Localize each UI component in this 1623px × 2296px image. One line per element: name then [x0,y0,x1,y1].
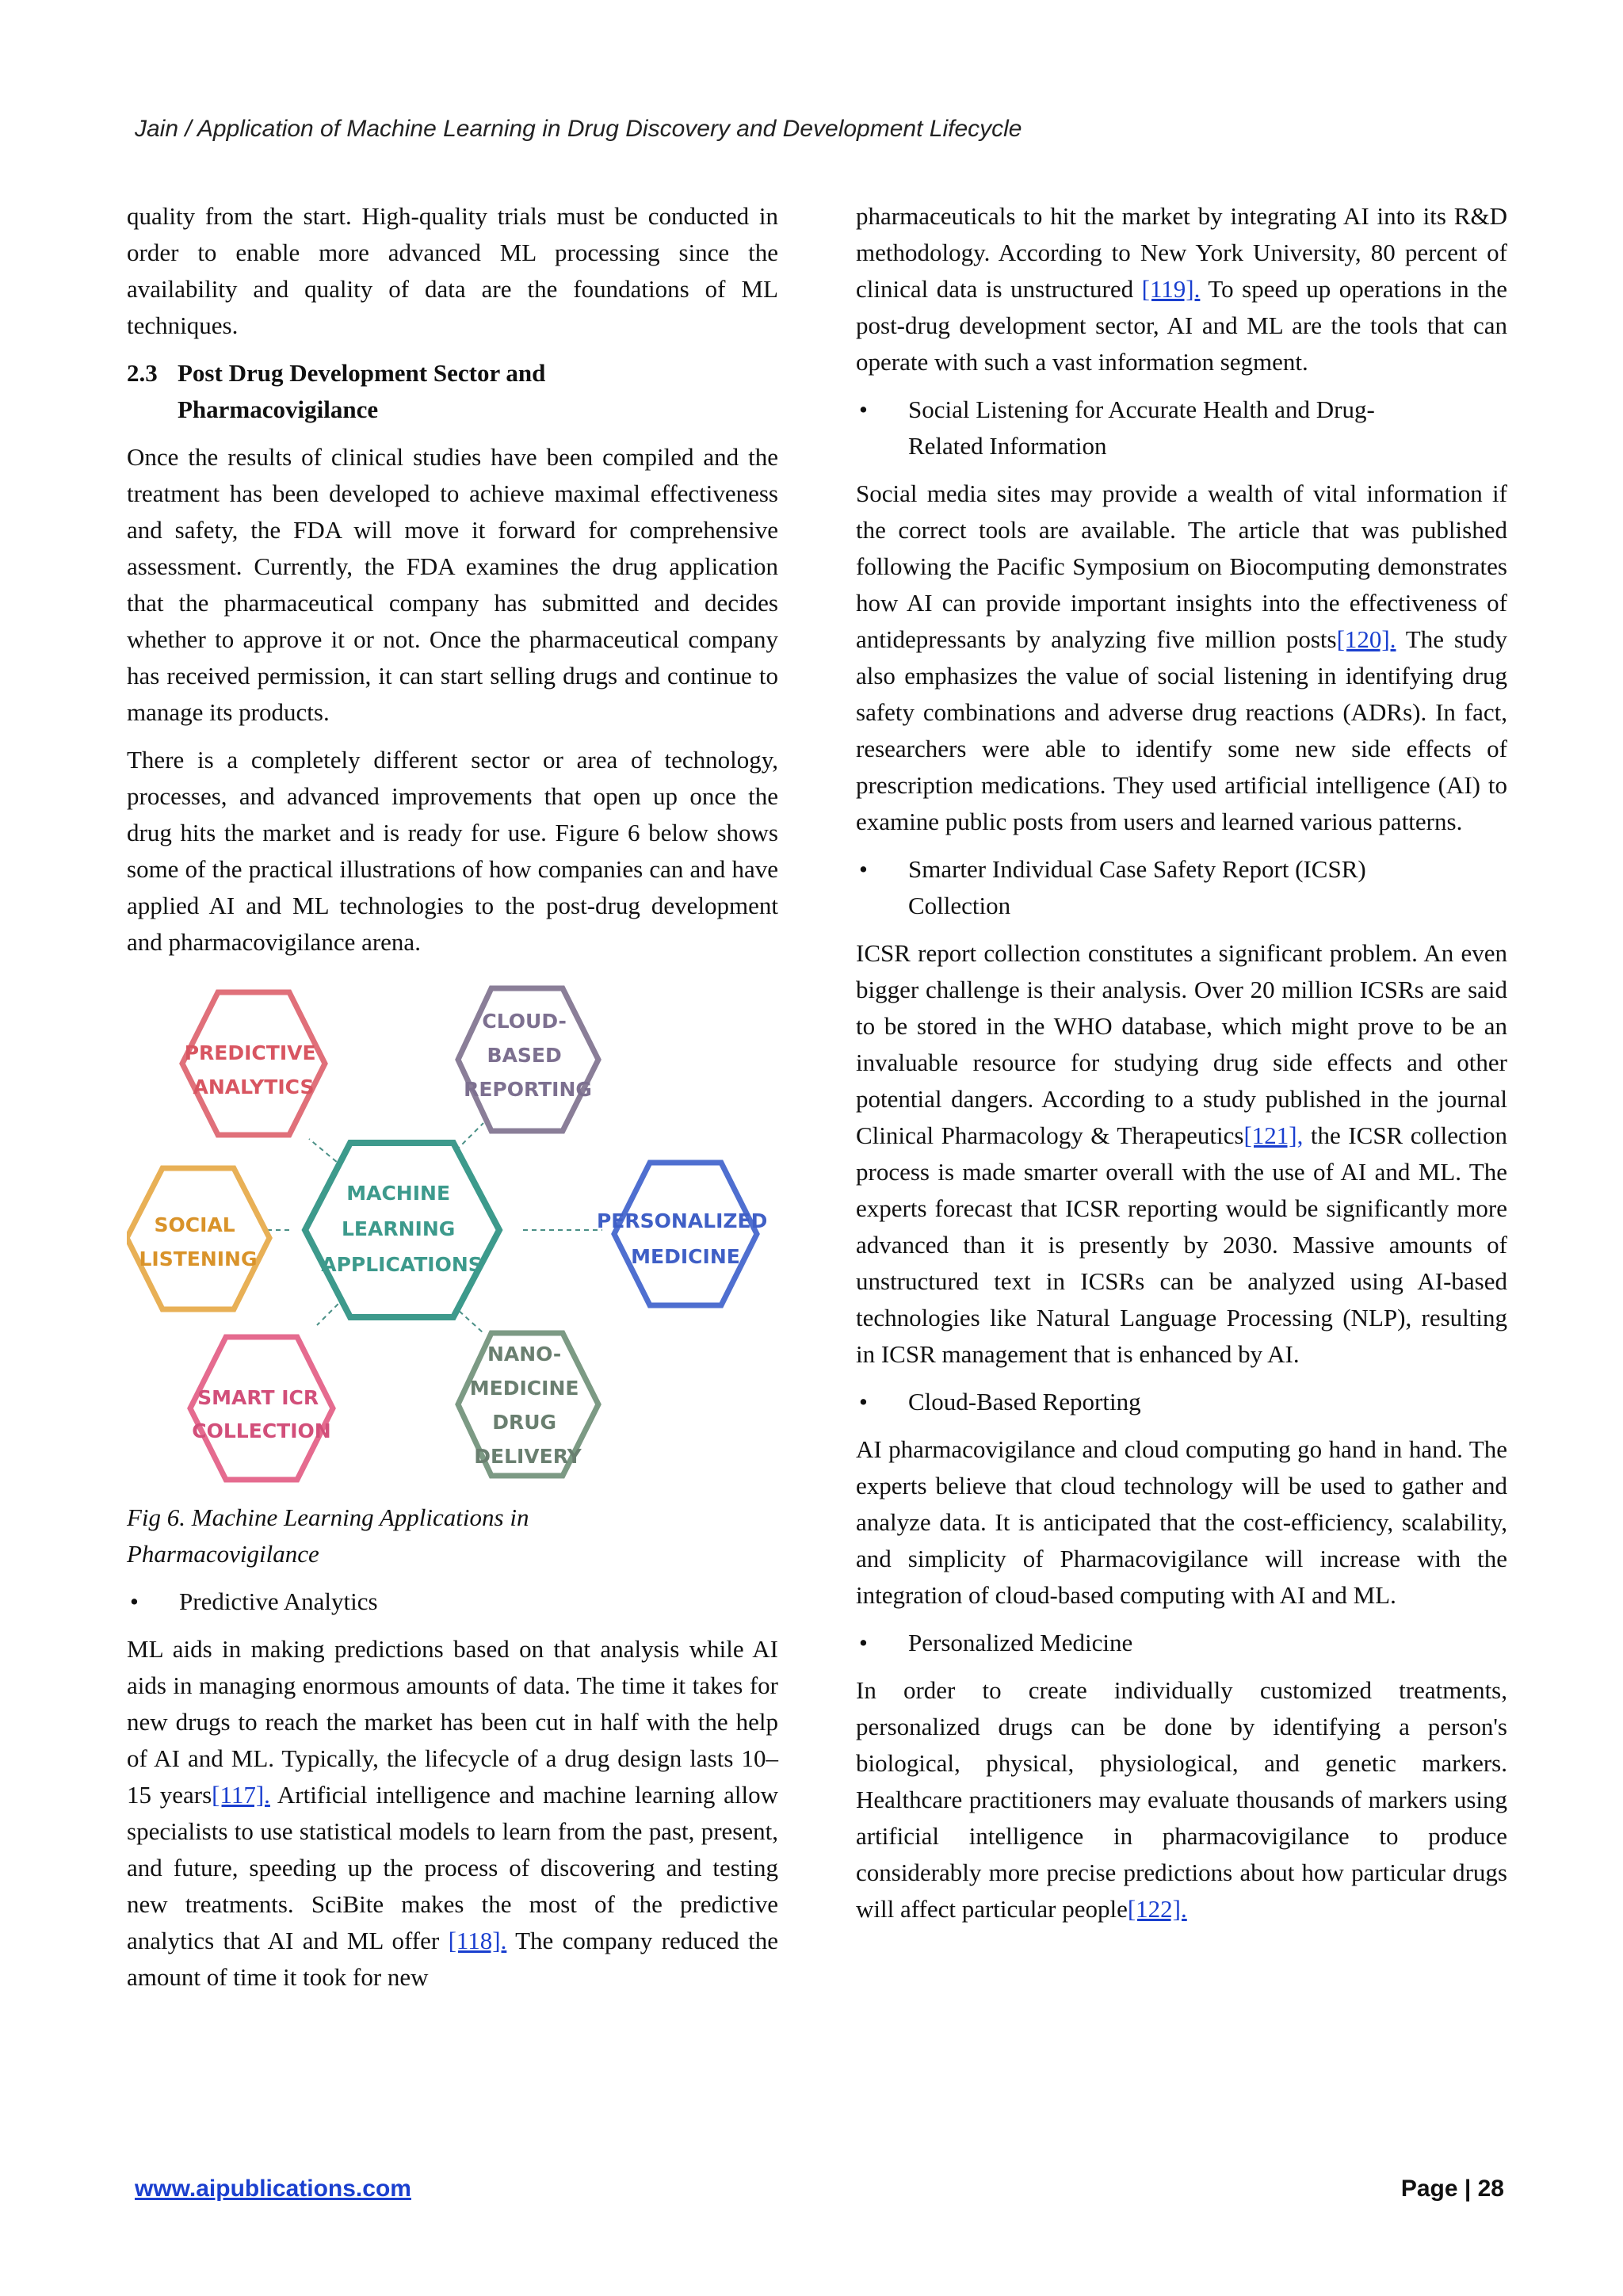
page-number: Page | 28 [1400,2176,1504,2202]
text-run: ICSR report collection constitutes a significant problem. An even bigger challenge is their analysis. Over 20 million ICSRs are said to be stored in the WHO database, which might prove to be an invaluable resource for studying drug side effects and other potential dangers. According to a study published in the journal Clinical Pharmacology & Therapeutics [856,939,1507,1149]
bullet-line1: Social Listening for Accurate Health and Drug- [908,395,1375,423]
bullet-item [856,392,1507,464]
social-label-1: SOCIAL [154,1213,235,1236]
bullet-symbol: • [859,1629,868,1656]
reference-link[interactable]: [119]. [1141,275,1201,303]
predictive-analytics-hex [182,992,325,1135]
bullet-symbol: • [859,395,868,423]
website-link[interactable]: www.aipublications.com [135,2176,411,2202]
section-title-line1: Post Drug Development Sector and [178,359,546,387]
bullet-item [856,851,1507,924]
bullet-text [908,851,1507,924]
text-run: pharmaceuticals to hit the market by integrating AI into its R&D methodology. According to New York University, 80 percent of clinical data is unstructured [856,202,1507,303]
bullet-symbol: • [130,1587,139,1615]
caption-line2: Pharmacovigilance [127,1540,319,1568]
text-run: To speed up operations in the post-drug development sector, AI and ML are the tools that can operate with such a vast information segment. [856,275,1507,376]
reference-link[interactable]: [121], [1243,1121,1304,1149]
center-label-1: MACHINE [346,1182,451,1205]
personalized-label-1: PERSONALIZED [596,1209,768,1232]
cloud-label-3: REPORTING [464,1078,592,1101]
nano-medicine-hex [458,1333,598,1476]
paragraph [127,1631,778,1996]
paragraph: There is a completely different sector or area of technology, processes, and advanced improvements that open up once the drug hits the market and is ready for use. Figure 6 below shows some of the practical illustrations of how companies can and have applied AI and ML technologies to the post-drug development and pharmacovigilance arena. [127,746,778,956]
bullet-text: Personalized Medicine [908,1629,1133,1656]
cloud-label-1: CLOUD- [482,1010,567,1033]
section-number: 2.3 [127,359,158,387]
paragraph: AI pharmacovigilance and cloud computing go hand in hand. The experts believe that cloud technology will be used to gather and analyze data. It is anticipated that the cost-efficiency, scalability, and simplicity of Pharmacovigilance will increase with the integration of cloud-based computing with AI and ML. [856,1435,1507,1609]
social-listening-hex [127,1168,269,1309]
ml-applications-diagram [127,984,778,1492]
cloud-label-2: BASED [487,1044,562,1067]
section-heading [127,355,778,428]
bullet-text [908,392,1507,464]
bullet-item [856,1384,1507,1420]
social-label-2: LISTENING [139,1247,258,1270]
personalized-medicine-hex [597,1163,774,1305]
paragraph [856,198,1507,380]
smart-label-1: SMART ICR [197,1386,319,1409]
reference-link[interactable]: [118]. [448,1927,507,1954]
bullet-text: Cloud-Based Reporting [908,1388,1141,1415]
nano-label-2: MEDICINE [469,1377,579,1400]
center-hex [305,1143,499,1317]
text-run: ML aids in making predictions based on that analysis while AI aids in managing enormous amounts of data. The time it takes for new drugs to reach the market has been cut in half with the help of AI and ML. Typically, the lifecycle of a drug design lasts 10–15 years [127,1635,778,1809]
text-run: The study also emphasizes the value of social listening in identifying drug safety combinations and adverse drug reactions (ADRs). In fact, researchers were able to identify some new side effects of prescription medications. They used artificial intelligence (AI) to examine public posts from users and learned various patterns. [856,625,1507,835]
text-run: The company reduced the amount of time it took for new [127,1927,778,1991]
reference-link[interactable]: [120]. [1336,625,1396,653]
personalized-label-2: MEDICINE [631,1245,740,1268]
cloud-reporting-hex [458,988,598,1131]
smart-icr-hex [190,1337,333,1480]
bullet-text: Predictive Analytics [179,1587,378,1615]
bullet-item [856,1625,1507,1661]
predictive-label-1: PREDICTIVE [184,1041,316,1064]
section-title-line2: Pharmacovigilance [178,395,379,423]
bullet-item [127,1584,778,1620]
nano-label-1: NANO- [487,1343,562,1366]
bullet-symbol: • [859,855,868,883]
text-run: the ICSR collection process is made smarter overall with the use of AI and ML. The experts forecast that ICSR reporting would be significantly more advanced than it is presently by 2030. Massive amounts of unstructured text in ICSRs can be analyzed using AI-based technologies like Natural Language Processing (NLP), resulting in ICSR management that is enhanced by AI. [856,1121,1507,1368]
bullet-line2: Related Information [908,432,1107,460]
nano-label-3: DRUG [492,1411,557,1434]
center-label-3: APPLICATIONS [321,1253,483,1276]
paragraph [856,1672,1507,1927]
reference-link[interactable]: [122]. [1127,1895,1187,1923]
caption-line1: Fig 6. Machine Learning Applications in [127,1503,529,1531]
paragraph: Once the results of clinical studies have been compiled and the treatment has been developed to achieve maximal effectiveness and safety, the FDA will move it forward for comprehensive assessment. Currently, the FDA examines the drug application that the pharmaceutical company has submitted and decides whether to approve it or not. Once the pharmaceutical company has received permission, it can start selling drugs and continue to manage its products. [127,443,778,726]
paragraph: quality from the start. High-quality trials must be conducted in order to enable more advanced ML processing since the availability and quality of data are the foundations of ML techniques. [127,202,778,339]
reference-link[interactable]: [117]. [212,1781,270,1809]
center-label-2: LEARNING [342,1217,456,1240]
bullet-symbol: • [859,1388,868,1415]
bullet-line1: Smarter Individual Case Safety Report (ICSR) [908,855,1366,883]
text-run: In order to create individually customized treatments, personalized drugs can be done by identifying a person's biological, physical, physiological, and genetic markers. Healthcare practitioners may evaluate thousands of markers using artificial intelligence in pharmacovigilance to produce considerably more precise predictions about how particular drugs will affect particular people [856,1676,1507,1923]
smart-label-2: COLLECTION [192,1419,331,1442]
text-run: Artificial intelligence and machine learning allow specialists to use statistical models to learn from the past, present, and future, speeding up the process of discovering and testing new treatments. SciBite makes the most of the predictive analytics that AI and ML offer [127,1781,778,1954]
nano-label-4: DELIVERY [474,1445,582,1468]
figure-6 [127,984,778,1492]
left-column [127,198,778,2007]
paragraph [856,476,1507,840]
figure-caption [127,1499,778,1572]
right-column [856,198,1507,1939]
paragraph [856,935,1507,1373]
bullet-line2: Collection [908,892,1011,919]
predictive-label-2: ANALYTICS [193,1075,315,1098]
running-header: Jain / Application of Machine Learning in Drug Discovery and Development Lifecycle [135,116,1022,142]
text-run: Social media sites may provide a wealth of vital information if the correct tools are available. The article that was published following the Pacific Symposium on Biocomputing demonstrates how AI can provide important insights into the effectiveness of antidepressants by analyzing five million posts [856,479,1507,653]
